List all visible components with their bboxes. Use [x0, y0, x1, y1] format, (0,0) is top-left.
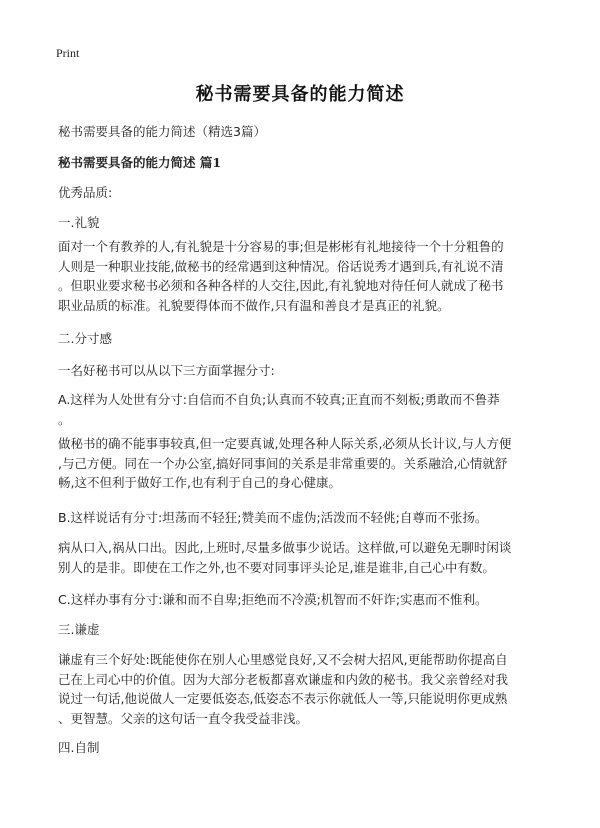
paragraph-line: 。但职业要求秘书必须和各种各样的人交往,因此,有礼貌地对待任何人就成了秘书: [58, 278, 504, 293]
paragraph-line: ,与己方便。同在一个办公室,搞好同事间的关系是非常重要的。关系融洽,心情就舒: [58, 455, 508, 471]
document-subtitle: 秘书需要具备的能力简述（精选3篇）: [58, 124, 266, 139]
paragraph-line: 面对一个有教养的人,有礼貌是十分容易的事;但是彬彬有礼地接待一个十分粗鲁的: [58, 239, 504, 254]
paragraph-c: C.这样办事有分寸:谦和而不自卑;拒绝而不冷漠;机智而不奸诈;实惠而不惟利。: [58, 592, 488, 607]
paragraph-line: 做秘书的确不能事事较真,但一定要真诚,处理各种人际关系,必须从长计议,与人方便: [58, 436, 512, 451]
paragraph-line: 畅,这不但利于做好工作,也有利于自己的身心健康。: [58, 475, 341, 490]
print-link[interactable]: Print: [56, 46, 80, 60]
paragraph-a-detail: [58, 434, 548, 493]
paragraph-b: B.这样说话有分寸:坦荡而不轻狂;赞美而不虚伪;活泼而不轻佻;自尊而不张扬。: [58, 510, 488, 525]
document-title: 秘书需要具备的能力简述: [195, 84, 405, 105]
paragraph-modesty: [58, 650, 548, 728]
paragraph-line: 、更智慧。父亲的这句话一直令我受益非浅。: [58, 710, 309, 726]
measure-intro: 一名好秘书可以从以下三方面掌握分寸:: [58, 363, 275, 378]
paragraph-line: 谦虚有三个好处:既能使你在别人心里感觉良好,又不会树大招风,更能帮助你提高自: [58, 652, 508, 667]
paragraph-etiquette: [58, 237, 548, 315]
paragraph-b-detail: [58, 538, 548, 577]
heading-modesty: 三.谦虚: [58, 622, 100, 637]
paragraph-line: 己在上司心中的价值。因为大部分老板都喜欢谦虚和内敛的秘书。我父亲曾经对我: [58, 671, 509, 687]
paragraph-line: 职业品质的标准。礼貌要得体而不做作,只有温和善良才是真正的礼貌。: [58, 297, 450, 313]
paragraph-line: 。: [58, 411, 71, 427]
paragraph-line: 人则是一种职业技能,做秘书的经常遇到这种情况。俗话说秀才遇到兵,有礼说不清: [58, 258, 504, 274]
section-heading: 秘书需要具备的能力简述 篇1: [58, 155, 222, 170]
heading-measure: 二.分寸感: [58, 331, 112, 346]
paragraph-line: A.这样为人处世有分寸:自信而不自负;认真而不较真;正直而不刻板;勇敢而不鲁莽: [58, 392, 500, 407]
heading-etiquette: 一.礼貌: [58, 215, 100, 230]
paragraph-a: [58, 390, 548, 429]
paragraph-line: 别人的是非。即使在工作之外,也不要对同事评头论足,谁是谁非,自己心中有数。: [58, 559, 495, 575]
intro-label: 优秀品质:: [58, 185, 113, 200]
paragraph-line: 病从口入,祸从口出。因此,上班时,尽量多做事少说话。这样做,可以避免无聊时闲谈: [58, 540, 512, 555]
paragraph-line: 说过一句话,他说做人一定要低姿态,低姿态不表示你就低人一等,只能说明你更成熟: [58, 691, 508, 706]
heading-self-control: 四.自制: [58, 740, 100, 755]
